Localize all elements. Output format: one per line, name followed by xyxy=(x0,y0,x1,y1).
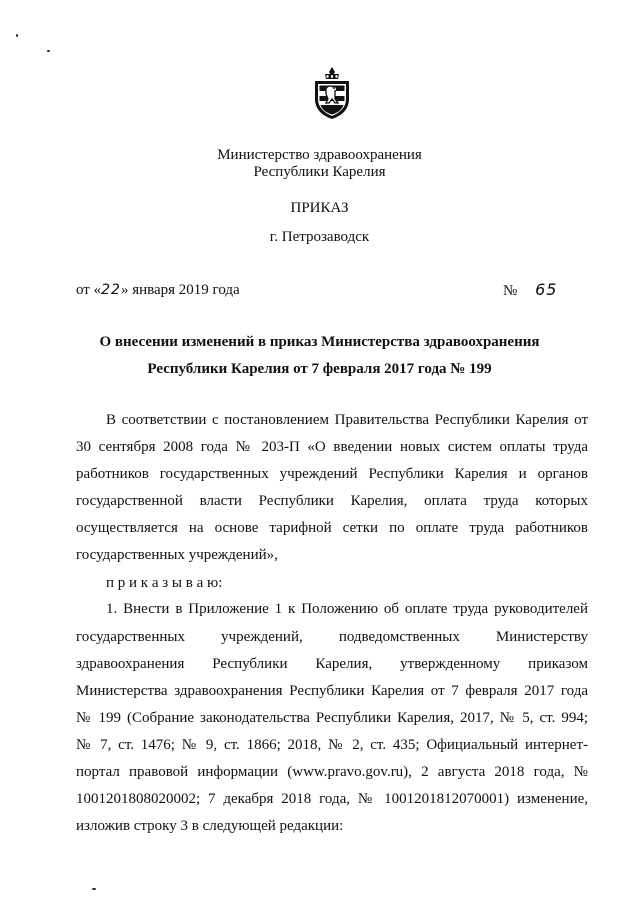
number-label: № xyxy=(503,283,518,299)
scan-speck xyxy=(47,50,50,52)
body-line: государственной власти Республики Карелия, оплата труда которых xyxy=(76,493,588,509)
order-word: п р и к а з ы в а ю: xyxy=(106,575,223,591)
date-line xyxy=(76,281,240,299)
title-line1: О внесении изменений в приказ Министерства здравоохранения xyxy=(99,334,540,350)
body-line: здравоохранения Республики Карелия, утвержденному приказом xyxy=(76,656,588,672)
body-line: государственных учреждений», xyxy=(76,547,278,563)
number-handwritten: 65 xyxy=(535,280,558,299)
ministry-name-line1: Министерство здравоохранения xyxy=(217,147,422,163)
order-number xyxy=(503,281,557,300)
title-line2: Республики Карелия от 7 февраля 2017 года № 199 xyxy=(147,361,492,377)
city: г. Петрозаводск xyxy=(269,229,370,245)
date-day-handwritten: 22 xyxy=(101,282,121,298)
document-type: ПРИКАЗ xyxy=(290,200,349,216)
body-line: осуществляется на основе тарифной сетки по оплате труда работников xyxy=(76,520,588,536)
body-line: 1001201808020002; 7 декабря 2018 года, № 1001201812070001) изменение, xyxy=(76,791,588,807)
scan-speck xyxy=(16,34,18,37)
body-line: изложив строку 3 в следующей редакции: xyxy=(76,818,344,834)
coat-of-arms-icon xyxy=(312,66,352,120)
body-line: портал правовой информации (www.pravo.gov.ru), 2 августа 2018 года, № xyxy=(76,764,588,780)
date-prefix: от « xyxy=(76,282,102,298)
date-rest: » января 2019 года xyxy=(120,282,240,298)
body-line: Министерства здравоохранения Республики Карелия от 7 февраля 2017 года xyxy=(76,683,588,699)
body-line: № 7, ст. 1476; № 9, ст. 1866; 2018, № 2, ст. 435; Официальный интернет- xyxy=(76,737,588,753)
ministry-name-line2: Республики Карелия xyxy=(253,164,386,180)
body-line: государственных учреждений, подведомственных Министерству xyxy=(76,629,588,645)
body-line: № 199 (Собрание законодательства Республики Карелия, 2017, № 5, ст. 994; xyxy=(76,710,588,726)
scan-speck xyxy=(92,888,96,890)
body-line: 1. Внести в Приложение 1 к Положению об оплате труда руководителей xyxy=(106,601,588,617)
body-line: 30 сентября 2008 года № 203-П «О введении новых систем оплаты труда xyxy=(76,439,588,455)
body-line: В соответствии с постановлением Правительства Республики Карелия от xyxy=(106,412,588,428)
body-line: работников государственных учреждений Республики Карелия и органов xyxy=(76,466,588,482)
